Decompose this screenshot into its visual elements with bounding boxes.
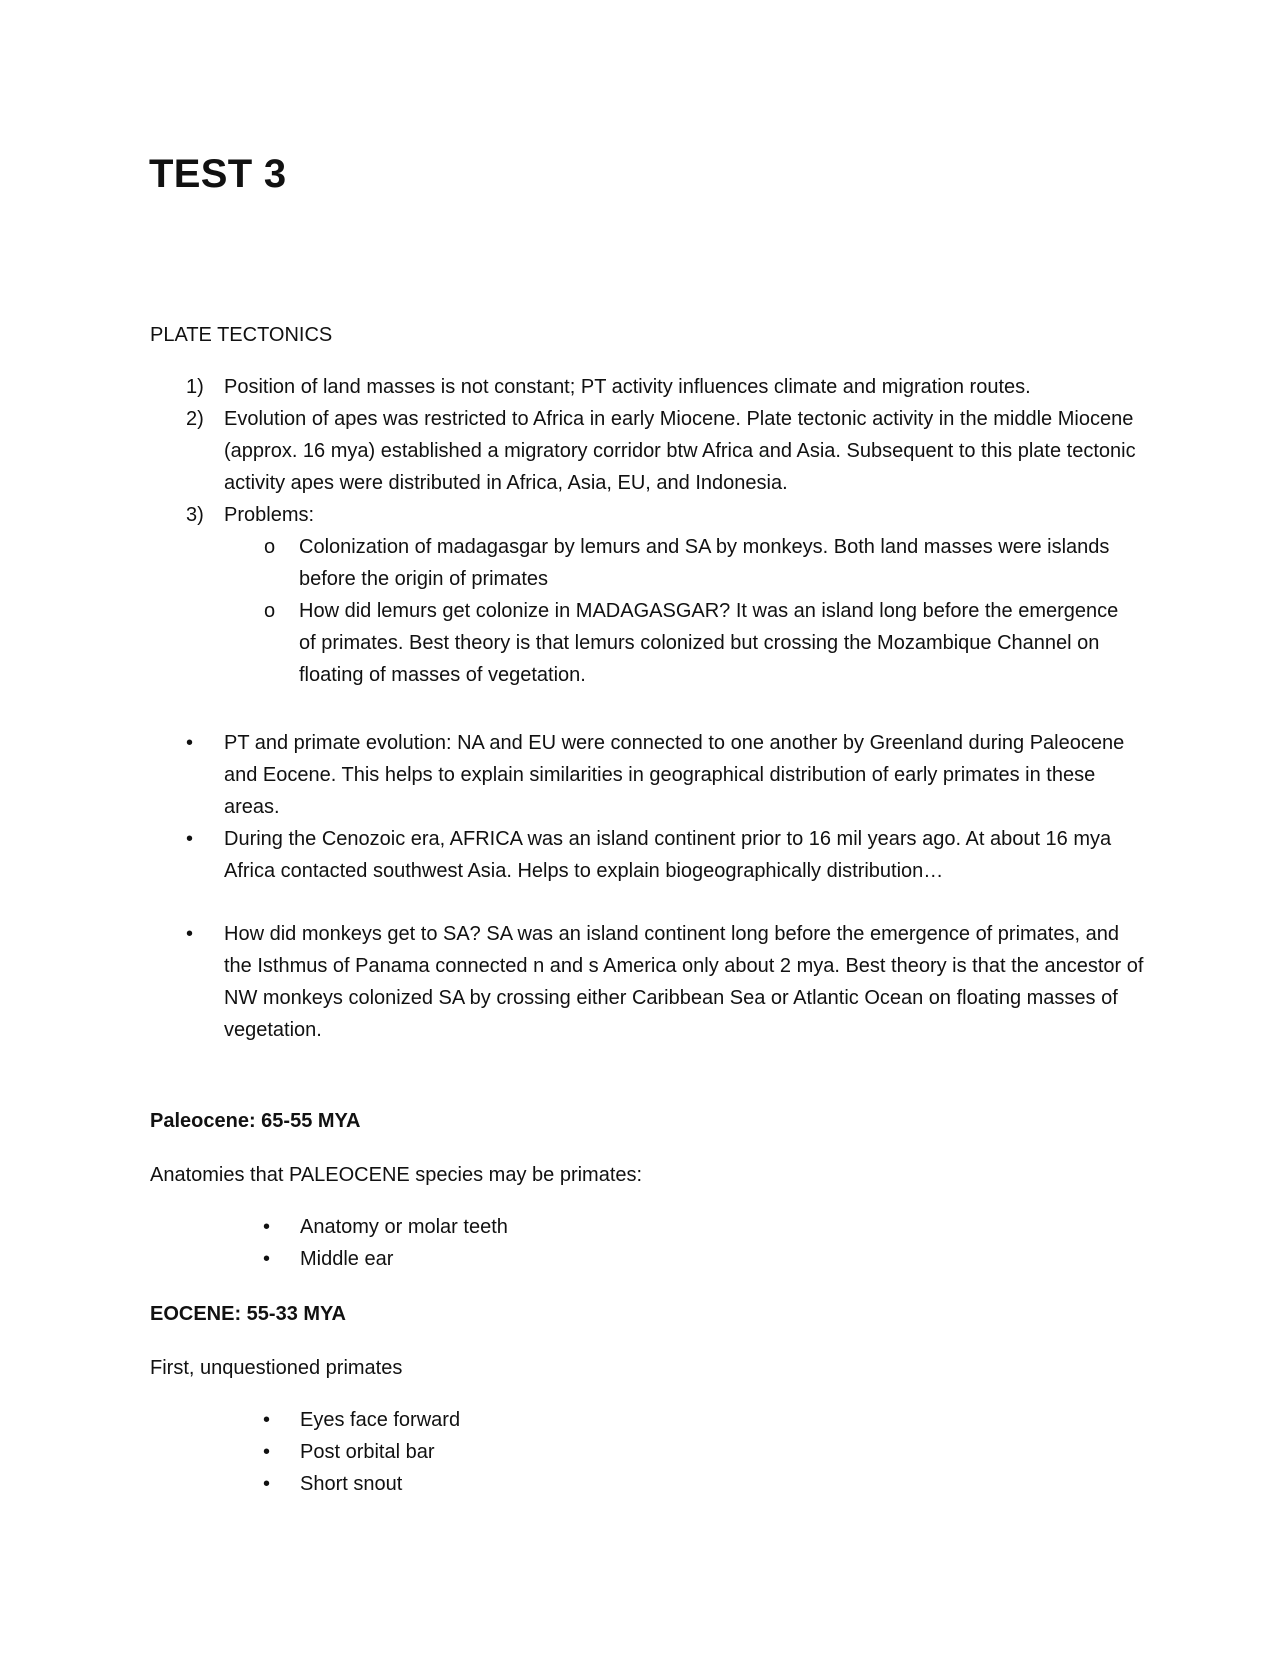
list-item [150,371,1140,403]
list-item-text: Anatomy or molar teeth [300,1216,508,1238]
list-item [150,403,1140,499]
bullet-icon: • [263,1473,271,1495]
list-marker: 2) [186,408,204,430]
bullet-icon: • [186,923,194,945]
list-item-text: Position of land masses is not constant; PT activity influences climate and migration routes. [224,376,1031,398]
list-item [150,499,1140,691]
list-item [225,1404,825,1436]
list-item [150,918,1150,1046]
list-item [150,727,1150,823]
paleocene-heading: Paleocene: 65-55 MYA [150,1110,361,1132]
bullet-icon: • [186,828,194,850]
paleocene-list [225,1211,825,1275]
list-item-text: Eyes face forward [300,1409,461,1431]
page-title: TEST 3 [149,152,287,196]
list-marker: 3) [186,504,204,526]
list-item-text: Evolution of apes was restricted to Africa in early Miocene. Plate tectonic activity in the middle Miocene (approx. 16 mya) established a migratory corridor btw Africa and Asia. Subsequent to this plate tectonic activity apes were distributed in Africa, Asia, EU, and Indonesia. [224,408,1136,494]
list-item-text: Problems: [224,504,315,526]
sublist-item-text: Colonization of madagasgar by lemurs and SA by monkeys. Both land masses were islands before the origin of primates [299,536,1110,590]
list-item-text: PT and primate evolution: NA and EU were connected to one another by Greenland during Paleocene and Eocene. This helps to explain similarities in geographical distribution of early primates in these areas. [224,732,1125,818]
paleocene-intro: Anatomies that PALEOCENE species may be primates: [150,1164,643,1186]
bullet-icon: • [263,1248,271,1270]
list-item [225,1211,825,1243]
eocene-list [225,1404,825,1500]
circle-bullet-icon: o [264,536,276,558]
list-item-text: Middle ear [300,1248,394,1270]
bullet-list [150,918,1150,1046]
list-item-text: Short snout [300,1473,403,1495]
eocene-heading: EOCENE: 55-33 MYA [150,1303,346,1325]
list-item-text: During the Cenozoic era, AFRICA was an island continent prior to 16 mil years ago. At about 16 mya Africa contacted southwest Asia. Helps to explain biogeographically distribution… [224,828,1112,882]
bullet-icon: • [263,1441,271,1463]
list-item [225,1468,825,1500]
plate-tectonics-heading: PLATE TECTONICS [150,324,333,346]
sublist-item-text: How did lemurs get colonize in MADAGASGAR? It was an island long before the emergence of primates. Best theory is that lemurs colonized but crossing the Mozambique Channel on floating of masses of vegetation. [299,600,1119,686]
list-item [150,823,1150,887]
sublist-item [224,595,1140,691]
problems-sublist [224,531,1140,691]
circle-bullet-icon: o [264,600,276,622]
list-marker: 1) [186,376,204,398]
bullet-icon: • [263,1409,271,1431]
sublist-item [224,531,1140,595]
list-item [225,1436,825,1468]
list-item-text: Post orbital bar [300,1441,435,1463]
numbered-list [150,371,1140,691]
list-item-text: How did monkeys get to SA? SA was an island continent long before the emergence of primates, and the Isthmus of Panama connected n and s America only about 2 mya. Best theory is that the ancestor of NW monkeys colonized SA by crossing either Caribbean Sea or Atlantic Ocean on floating masses of vegetation. [224,923,1144,1041]
bullet-icon: • [263,1216,271,1238]
bullet-icon: • [186,732,194,754]
eocene-intro: First, unquestioned primates [150,1357,403,1379]
bullet-list [150,727,1150,887]
list-item [225,1243,825,1275]
